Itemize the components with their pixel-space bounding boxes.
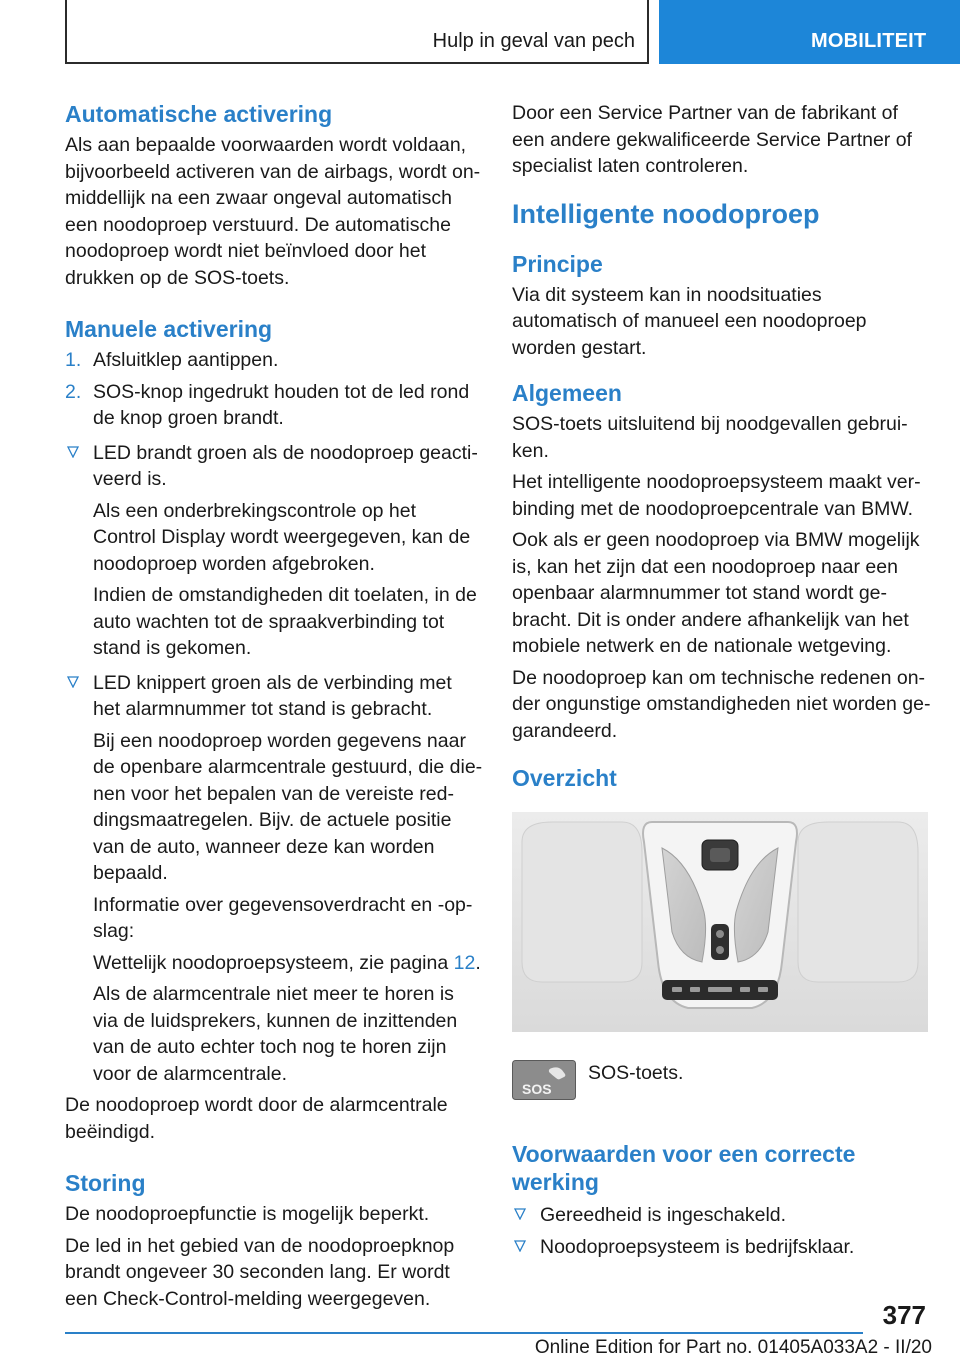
end-call-text: De noodoproep wordt door de alarmcentrale beëindigd. <box>65 1094 448 1143</box>
bullet-subtext: Als de alarmcentrale niet meer te horen is via de luidsprekers, kunnen de inzittenden van de auto echter toch nog te horen zijn voor de alarmcentrale. <box>93 983 458 1085</box>
bullet-text: LED brandt groen als de noodoproep geactiveerd is. <box>93 441 478 490</box>
heading-general: Algemeen <box>512 380 622 406</box>
heading-conditions: Voorwaarden voor een correcte werking <box>512 1141 856 1195</box>
sos-icon-row <box>512 1052 932 1118</box>
page-reference-link[interactable]: 12 <box>453 951 476 974</box>
overhead-console-illustration <box>512 812 928 1032</box>
general-text-4: De noodoproep kan om technische redenen onder ongunstige omstandigheden niet worden gegarandeerd. <box>512 666 931 742</box>
chapter-title: Intelligente noodoproep <box>512 198 820 229</box>
automatic-activation-text: Als aan bepaalde voorwaarden wordt voldaan, bijvoorbeeld activeren van de airbags, wordt onmiddellijk na een zwaar ongeval automatisch een noodoproep verstuurd. De automatische noodoproep wordt niet beïnvloed door het drukken op de SOS-toets. <box>65 134 481 289</box>
bullet-subtext: Indien de omstandigheden dit toelaten, in de auto wachten tot de spraakverbinding tot stand is gekomen. <box>93 584 477 659</box>
condition-item <box>512 1234 932 1261</box>
condition-item <box>512 1202 932 1229</box>
right-column <box>512 100 932 1265</box>
header-section-title: Hulp in geval van pech <box>432 30 635 52</box>
heading-overview: Overzicht <box>512 765 617 791</box>
fault-text-1: De noodoproepfunctie is mogelijk beperkt. <box>65 1203 430 1225</box>
heading-fault: Storing <box>65 1170 146 1196</box>
sos-icon-label: SOS <box>522 1081 552 1097</box>
heading-automatic-activation: Automatische activering <box>65 101 333 127</box>
step-text: SOS-knop ingedrukt houden tot de led rond de knop groen brandt. <box>93 380 470 429</box>
bullet-subtext-with-link <box>65 950 483 977</box>
general-text-3: Ook als er geen noodoproep via BMW mogelijk is, kan het zijn dat een noodoproep naar een openbaar alarmnummer tot stand wordt gebracht. Dit is onder andere afhankelijk van het mobiele netwerk en de nationale wetgeving. <box>512 529 920 657</box>
step-text: Afsluitklep aantippen. <box>93 349 279 371</box>
bullet-text: LED knippert groen als de verbinding met het alarmnummer tot stand is gebracht. <box>93 671 452 720</box>
footer-edition: Online Edition for Part no. 01405A033A2 - II/20 <box>534 1337 932 1358</box>
triangle-bullet-icon <box>67 446 79 458</box>
page-header <box>0 0 960 66</box>
header-section-box <box>65 0 649 64</box>
triangle-bullet-icon <box>67 676 79 688</box>
header-chapter-tab <box>659 0 960 64</box>
general-text-1: SOS-toets uitsluitend bij noodgevallen gebruiken. <box>512 413 908 462</box>
continued-text: Door een Service Partner van de fabrikant of een andere gekwalificeerde Service Partner of specialist laten controleren. <box>512 102 912 177</box>
general-text-2: Het intelligente noodoproepsysteem maakt verbinding met de noodoproepcentrale van BMW. <box>512 471 921 520</box>
step-number: 1. <box>65 349 82 371</box>
page-number: 377 <box>882 1300 926 1330</box>
triangle-bullet-icon <box>514 1240 526 1252</box>
sos-icon-caption: SOS-toets. <box>588 1062 684 1084</box>
page-reference-prefix: Wettelijk noodoproepsysteem, zie pagina <box>93 951 454 974</box>
step-item <box>65 379 483 432</box>
bullet-subtext: Als een onderbrekingscontrole op het Control Display wordt weergegeven, kan de noodoproep worden afgebroken. <box>93 499 471 575</box>
header-chapter-label: MOBILITEIT <box>811 30 927 52</box>
footer-divider <box>65 1332 863 1334</box>
bullet-item <box>65 440 483 493</box>
heading-principle: Principe <box>512 250 603 277</box>
step-number: 2. <box>65 380 82 403</box>
triangle-bullet-icon <box>514 1208 526 1220</box>
bullet-subtext: Bij een noodoproep worden gegevens naar de openbare alarmcentrale gestuurd, die dienen voor het bepalen van de vereiste reddingsmaatregelen. Bijv. de actuele positie van de auto, wanneer deze kan worden bepaald. <box>93 729 483 884</box>
bullet-subtext: Informatie over gegevensoverdracht en -opslag: <box>93 893 473 942</box>
principle-text: Via dit systeem kan in noodsituaties automatisch of manueel een noodoproep worden gestart. <box>512 283 867 359</box>
condition-text: Noodoproepsysteem is bedrijfsklaar. <box>540 1235 855 1258</box>
condition-text: Gereedheid is ingeschakeld. <box>540 1204 787 1226</box>
fault-text-2: De led in het gebied van de noodoproepknop brandt ongeveer 30 seconden lang. Er wordt een Check-Control-melding weergegeven. <box>65 1234 455 1310</box>
step-item <box>65 347 483 374</box>
left-column <box>65 100 483 1317</box>
page-reference-suffix: . <box>475 951 481 974</box>
bullet-item <box>65 670 483 723</box>
heading-manual-activation: Manuele activering <box>65 316 273 342</box>
sos-button-icon <box>512 1060 576 1100</box>
